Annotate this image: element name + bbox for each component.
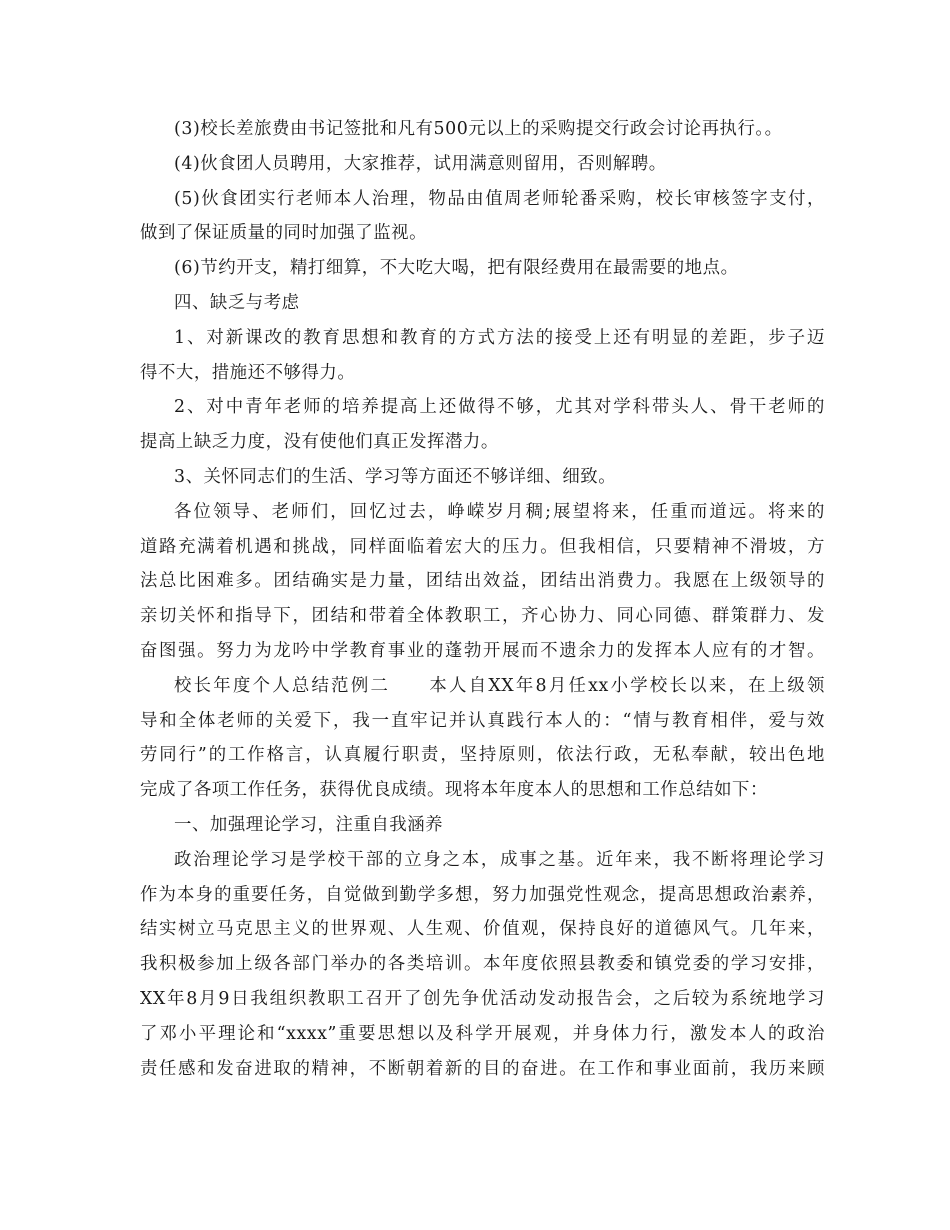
document-body: [140, 112, 825, 1086]
text-line: 提高上缺乏力度，没有使他们真正发挥潜力。: [140, 432, 499, 453]
text-line: 校长年度个人总结范例二 本人自XX年8月任xx小学校长以来，在上级领: [174, 675, 825, 696]
text-line: 2、对中青年老师的培养提高上还做得不够，尤其对学科带头人、骨干老师的: [174, 397, 825, 418]
text-line: 得不大，措施还不够得力。: [140, 362, 356, 383]
text-line: 我积极参加上级各部门举办的各类培训。本年度依照县教委和镇党委的学习安排，: [140, 954, 825, 975]
text-line: 做到了保证质量的同时加强了监视。: [140, 223, 428, 244]
text-line: 1、对新课改的教育思想和教育的方式方法的接受上还有明显的差距，步子迈: [174, 327, 825, 348]
text-line: 奋图强。努力为龙吟中学教育事业的蓬勃开展而不遗余力的发挥本人应有的才智。: [140, 640, 825, 661]
text-line: (5)伙食团实行老师本人治理，物品由值周老师轮番采购，校长审核签字支付，: [174, 188, 825, 209]
text-line: 导和全体老师的关爱下，我一直牢记并认真践行本人的：“情与教育相伴，爱与效: [140, 710, 825, 731]
text-line: 结实树立马克思主义的世界观、人生观、价值观，保持良好的道德风气。几年来，: [140, 919, 825, 940]
text-line: 完成了各项工作任务，获得优良成绩。现将本年度本人的思想和工作总结如下：: [140, 780, 768, 801]
text-line: (3)校长差旅费由书记签批和凡有500元以上的采购提交行政会讨论再执行。。: [174, 119, 783, 139]
section-heading: 四、缺乏与考虑: [174, 292, 300, 313]
text-line: 劳同行”的工作格言，认真履行职责，坚持原则，依法行政，无私奉献，较出色地: [140, 745, 825, 766]
text-line: 法总比困难多。团结确实是力量，团结出效益，团结出消费力。我愿在上级领导的: [140, 571, 825, 592]
text-line: 责任感和发奋进取的精神，不断朝着新的目的奋进。在工作和事业面前，我历来顾: [140, 1058, 825, 1079]
text-line: 政治理论学习是学校干部的立身之本，成事之基。近年来，我不断将理论学习: [174, 849, 825, 870]
text-line: 各位领导、老师们，回忆过去，峥嵘岁月稠;展望将来，任重而道远。将来的: [174, 501, 825, 522]
text-line: (4)伙食团人员聘用，大家推荐，试用满意则留用，否则解聘。: [174, 153, 667, 174]
text-line: XX年8月9日我组织教职工召开了创先争优活动发动报告会，之后较为系统地学习: [140, 988, 825, 1009]
text-line: 道路充满着机遇和挑战，同样面临着宏大的压力。但我相信，只要精神不滑坡，方: [140, 536, 825, 557]
text-line: 亲切关怀和指导下，团结和带着全体教职工，齐心协力、同心同德、群策群力、发: [140, 606, 825, 627]
text-line: 了邓小平理论和“xxxx”重要思想以及科学开展观，并身体力行，激发本人的政治: [140, 1023, 825, 1044]
text-line: 3、关怀同志们的生活、学习等方面还不够详细、细致。: [174, 466, 617, 487]
text-line: (6)节约开支，精打细算，不大吃大喝，把有限经费用在最需要的地点。: [174, 258, 739, 279]
text-line: 作为本身的重要任务，自觉做到勤学多想，努力加强党性观念，提高思想政治素养，: [140, 884, 825, 905]
section-heading: 一、加强理论学习，注重自我涵养: [174, 814, 444, 835]
